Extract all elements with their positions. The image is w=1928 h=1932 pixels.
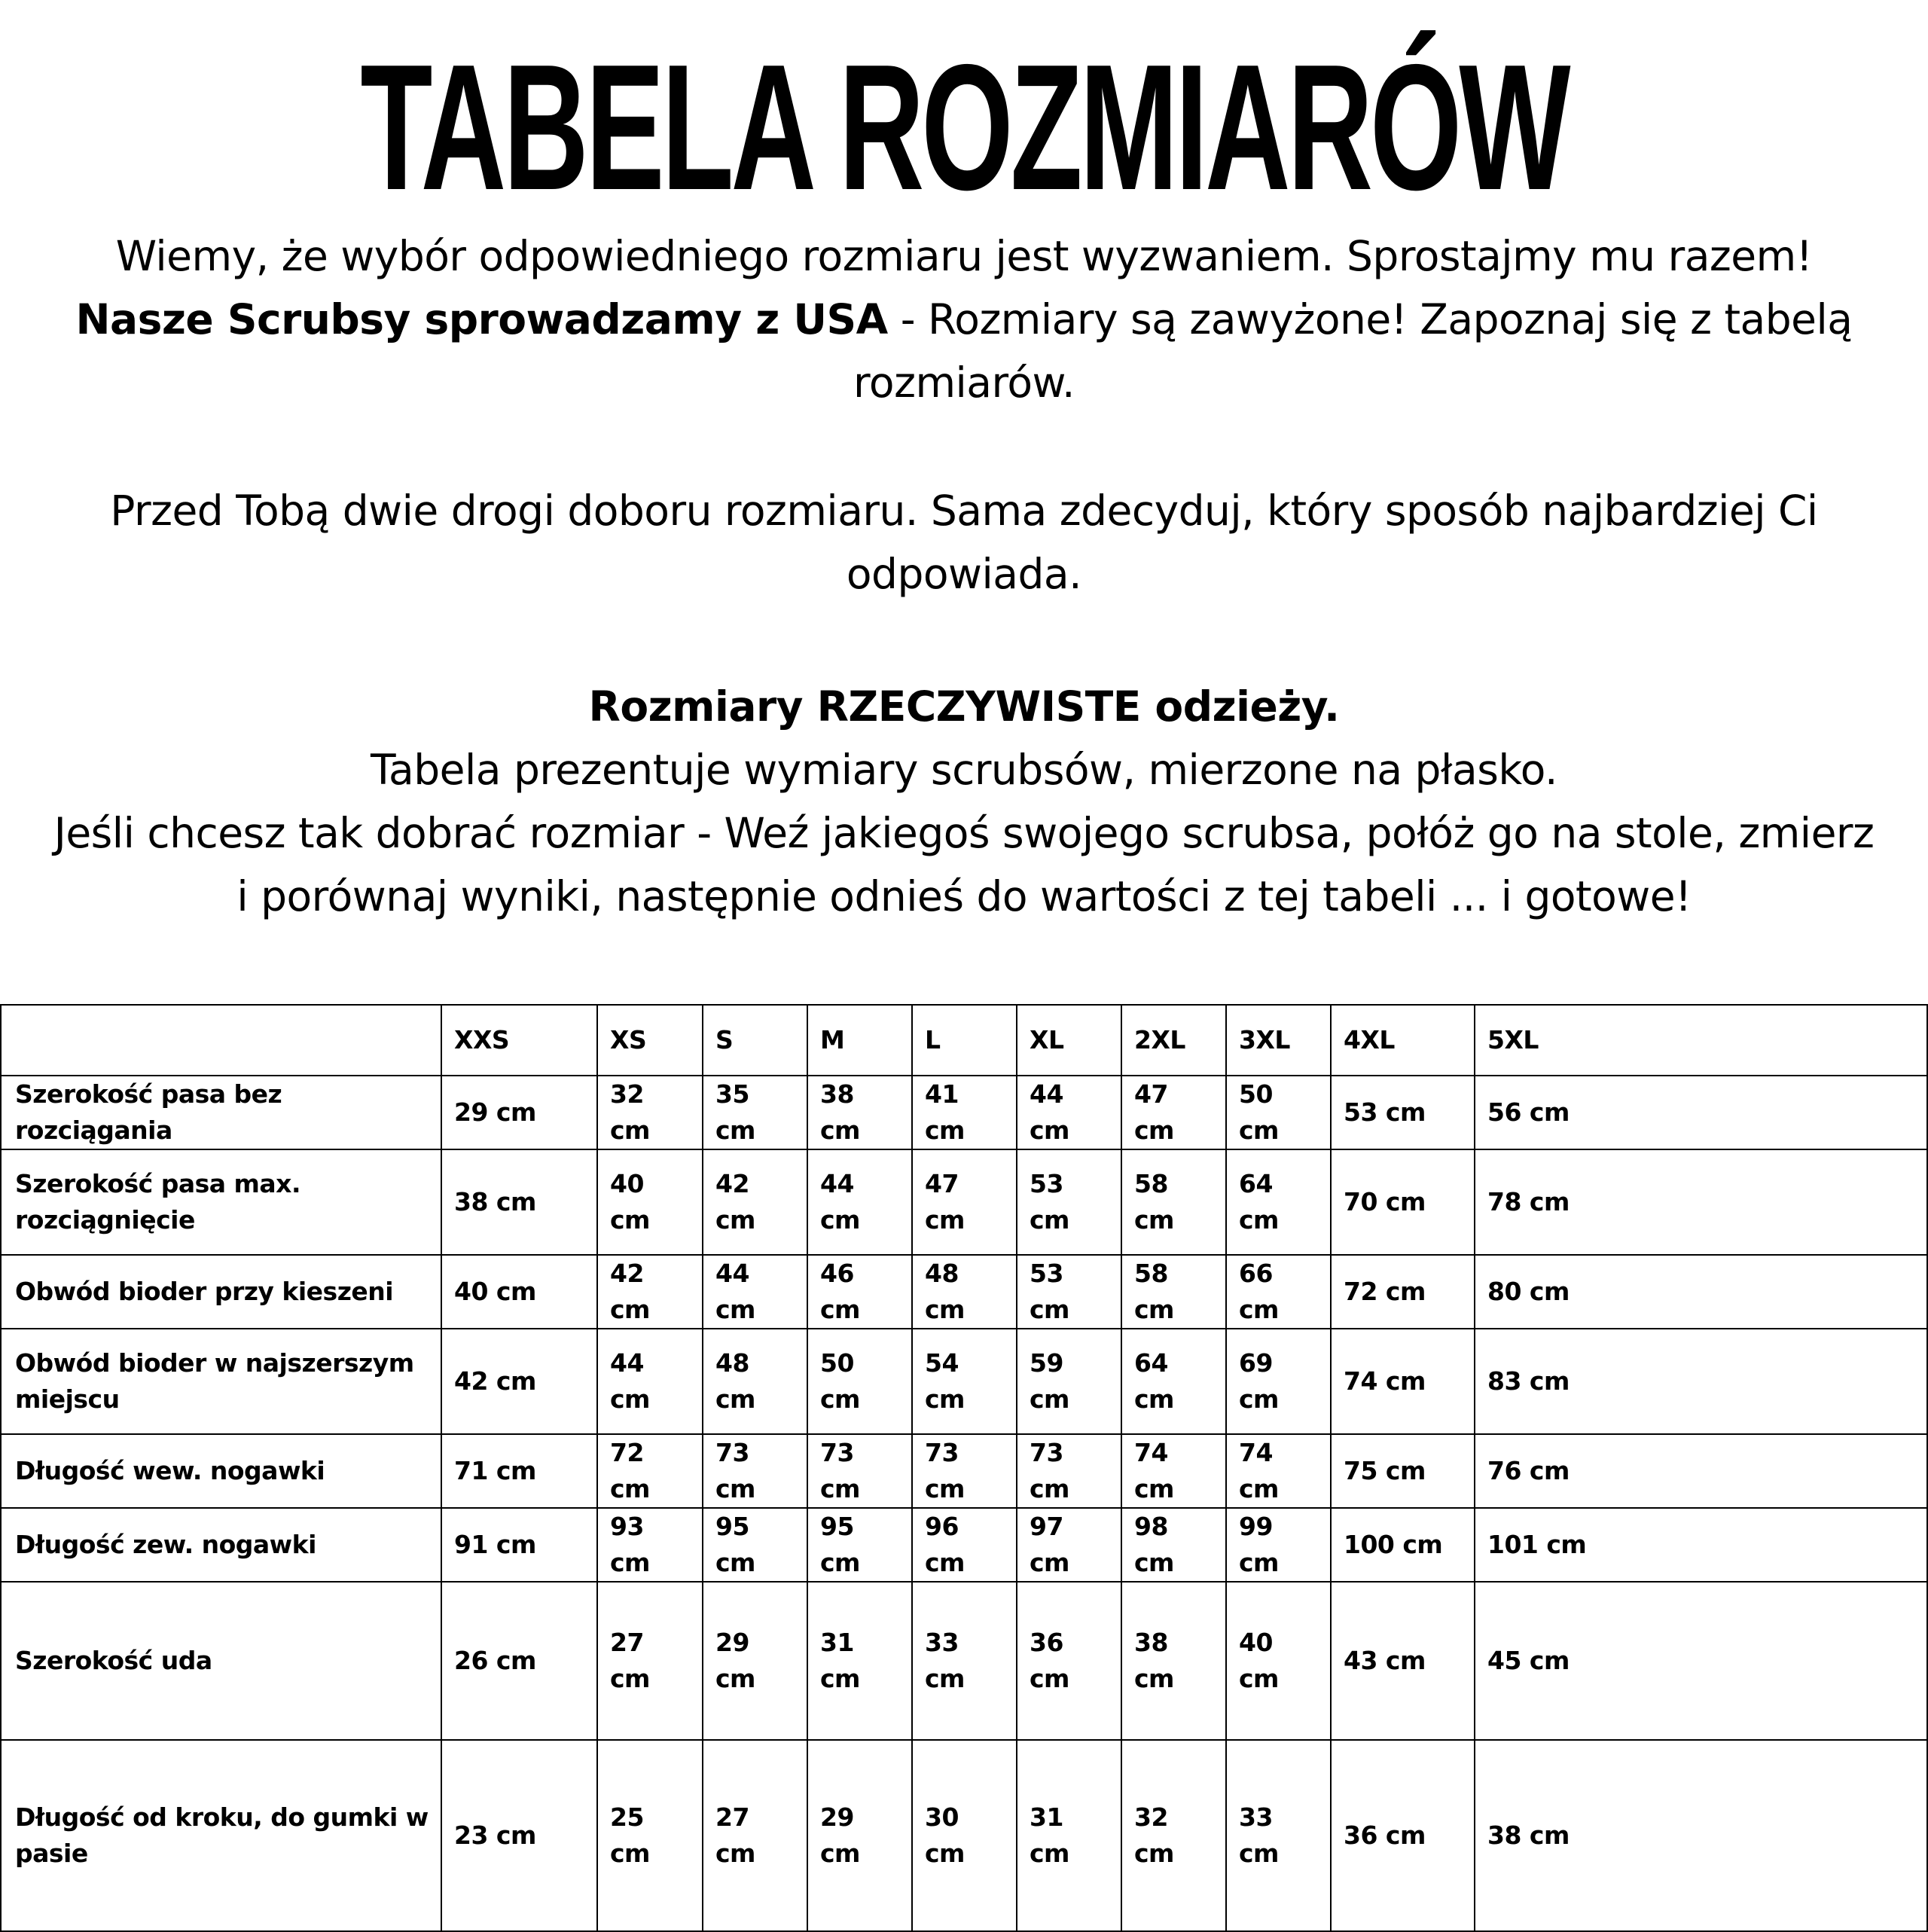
value-cell: 58 cm xyxy=(1121,1255,1226,1329)
value-cell: 73 cm xyxy=(703,1434,807,1508)
row-label-cell: Długość wew. nogawki xyxy=(1,1434,441,1508)
value-cell: 73 cm xyxy=(1017,1434,1121,1508)
value-cell: 29 cm xyxy=(807,1740,912,1931)
value-cell: 58 cm xyxy=(1121,1149,1226,1255)
value-cell: 73 cm xyxy=(807,1434,912,1508)
value-cell: 66 cm xyxy=(1226,1255,1331,1329)
value-cell: 48 cm xyxy=(703,1329,807,1434)
value-cell: 80 cm xyxy=(1475,1255,1927,1329)
value-cell: 23 cm xyxy=(441,1740,597,1931)
value-cell: 32 cm xyxy=(1121,1740,1226,1931)
value-cell: 54 cm xyxy=(912,1329,1017,1434)
value-cell: 50 cm xyxy=(807,1329,912,1434)
section-line: Jeśli chcesz tak dobrać rozmiar - Weź jakiegoś swojego scrubsa, połóż go na stole, zmierz i porównaj wyniki, następnie odnieś do wartości z tej tabeli ... i gotowe! xyxy=(53,809,1875,920)
page-title: TABELA ROZMIARÓW xyxy=(360,28,1568,227)
size-header-cell: 2XL xyxy=(1121,1005,1226,1076)
table-header-row xyxy=(1,1005,1927,1076)
value-cell: 69 cm xyxy=(1226,1329,1331,1434)
intro-paragraph-2: Przed Tobą dwie drogi doboru rozmiaru. Sama zdecyduj, który sposób najbardziej Ci odpowiada. xyxy=(110,487,1818,598)
row-label-cell: Szerokość pasa bez rozciągania xyxy=(1,1076,441,1149)
value-cell: 91 cm xyxy=(441,1508,597,1582)
value-cell: 53 cm xyxy=(1017,1255,1121,1329)
value-cell: 25 cm xyxy=(597,1740,703,1931)
value-cell: 42 cm xyxy=(703,1149,807,1255)
value-cell: 44 cm xyxy=(597,1329,703,1434)
value-cell: 44 cm xyxy=(703,1255,807,1329)
value-cell: 31 cm xyxy=(1017,1740,1121,1931)
value-cell: 71 cm xyxy=(441,1434,597,1508)
value-cell: 83 cm xyxy=(1475,1329,1927,1434)
intro-note: - Rozmiary są zawyżone! Zapoznaj się z tabelą rozmiarów. xyxy=(853,295,1853,407)
value-cell: 96 cm xyxy=(912,1508,1017,1582)
value-cell: 50 cm xyxy=(1226,1076,1331,1149)
value-cell: 74 cm xyxy=(1121,1434,1226,1508)
value-cell: 29 cm xyxy=(703,1582,807,1740)
value-cell: 56 cm xyxy=(1475,1076,1927,1149)
table-row xyxy=(1,1434,1927,1508)
value-cell: 59 cm xyxy=(1017,1329,1121,1434)
value-cell: 29 cm xyxy=(441,1076,597,1149)
value-cell: 32 cm xyxy=(597,1076,703,1149)
value-cell: 76 cm xyxy=(1475,1434,1927,1508)
value-cell: 40 cm xyxy=(441,1255,597,1329)
value-cell: 101 cm xyxy=(1475,1508,1927,1582)
value-cell: 36 cm xyxy=(1331,1740,1475,1931)
value-cell: 53 cm xyxy=(1017,1149,1121,1255)
table-row xyxy=(1,1508,1927,1582)
value-cell: 99 cm xyxy=(1226,1508,1331,1582)
value-cell: 33 cm xyxy=(1226,1740,1331,1931)
intro-bold-note: Nasze Scrubsy sprowadzamy z USA xyxy=(75,295,888,343)
value-cell: 40 cm xyxy=(1226,1582,1331,1740)
value-cell: 70 cm xyxy=(1331,1149,1475,1255)
row-label-cell: Obwód bioder przy kieszeni xyxy=(1,1255,441,1329)
size-header-cell: XS xyxy=(597,1005,703,1076)
size-table xyxy=(0,1004,1928,1932)
value-cell: 98 cm xyxy=(1121,1508,1226,1582)
value-cell: 48 cm xyxy=(912,1255,1017,1329)
value-cell: 27 cm xyxy=(703,1740,807,1931)
size-header-cell: 4XL xyxy=(1331,1005,1475,1076)
value-cell: 78 cm xyxy=(1475,1149,1927,1255)
row-label-cell: Szerokość pasa max. rozciągnięcie xyxy=(1,1149,441,1255)
value-cell: 44 cm xyxy=(807,1149,912,1255)
value-cell: 74 cm xyxy=(1226,1434,1331,1508)
value-cell: 47 cm xyxy=(1121,1076,1226,1149)
value-cell: 74 cm xyxy=(1331,1329,1475,1434)
value-cell: 72 cm xyxy=(597,1434,703,1508)
section-line: Tabela prezentuje wymiary scrubsów, mierzone na płasko. xyxy=(371,746,1557,794)
value-cell: 35 cm xyxy=(703,1076,807,1149)
table-row xyxy=(1,1582,1927,1740)
value-cell: 41 cm xyxy=(912,1076,1017,1149)
value-cell: 43 cm xyxy=(1331,1582,1475,1740)
value-cell: 38 cm xyxy=(807,1076,912,1149)
value-cell: 47 cm xyxy=(912,1149,1017,1255)
value-cell: 93 cm xyxy=(597,1508,703,1582)
value-cell: 45 cm xyxy=(1475,1582,1927,1740)
value-cell: 72 cm xyxy=(1331,1255,1475,1329)
size-header-cell: S xyxy=(703,1005,807,1076)
value-cell: 73 cm xyxy=(912,1434,1017,1508)
table-row xyxy=(1,1329,1927,1434)
size-header-cell: XXS xyxy=(441,1005,597,1076)
value-cell: 38 cm xyxy=(441,1149,597,1255)
row-label-cell: Obwód bioder w najszerszym miejscu xyxy=(1,1329,441,1434)
value-cell: 53 cm xyxy=(1331,1076,1475,1149)
row-label-cell: Długość zew. nogawki xyxy=(1,1508,441,1582)
value-cell: 40 cm xyxy=(597,1149,703,1255)
value-cell: 46 cm xyxy=(807,1255,912,1329)
intro-paragraph-3 xyxy=(45,675,1883,928)
value-cell: 64 cm xyxy=(1226,1149,1331,1255)
size-header-cell: 5XL xyxy=(1475,1005,1927,1076)
size-header-cell: L xyxy=(912,1005,1017,1076)
value-cell: 38 cm xyxy=(1475,1740,1927,1931)
value-cell: 42 cm xyxy=(597,1255,703,1329)
table-row xyxy=(1,1076,1927,1149)
size-header-cell: M xyxy=(807,1005,912,1076)
size-header-cell: XL xyxy=(1017,1005,1121,1076)
value-cell: 95 cm xyxy=(807,1508,912,1582)
row-label-cell: Długość od kroku, do gumki w pasie xyxy=(1,1740,441,1931)
value-cell: 26 cm xyxy=(441,1582,597,1740)
value-cell: 27 cm xyxy=(597,1582,703,1740)
header-corner-cell xyxy=(1,1005,441,1076)
row-label-cell: Szerokość uda xyxy=(1,1582,441,1740)
value-cell: 64 cm xyxy=(1121,1329,1226,1434)
value-cell: 97 cm xyxy=(1017,1508,1121,1582)
table-row xyxy=(1,1149,1927,1255)
intro-paragraph xyxy=(45,224,1883,414)
table-row xyxy=(1,1740,1927,1931)
value-cell: 100 cm xyxy=(1331,1508,1475,1582)
size-header-cell: 3XL xyxy=(1226,1005,1331,1076)
value-cell: 30 cm xyxy=(912,1740,1017,1931)
value-cell: 38 cm xyxy=(1121,1582,1226,1740)
value-cell: 33 cm xyxy=(912,1582,1017,1740)
value-cell: 44 cm xyxy=(1017,1076,1121,1149)
value-cell: 95 cm xyxy=(703,1508,807,1582)
value-cell: 42 cm xyxy=(441,1329,597,1434)
table-row xyxy=(1,1255,1927,1329)
intro-line: Wiemy, że wybór odpowiedniego rozmiaru jest wyzwaniem. Sprostajmy mu razem! xyxy=(115,232,1813,280)
value-cell: 75 cm xyxy=(1331,1434,1475,1508)
section-heading: Rozmiary RZECZYWISTE odzieży. xyxy=(588,682,1340,731)
value-cell: 36 cm xyxy=(1017,1582,1121,1740)
value-cell: 31 cm xyxy=(807,1582,912,1740)
